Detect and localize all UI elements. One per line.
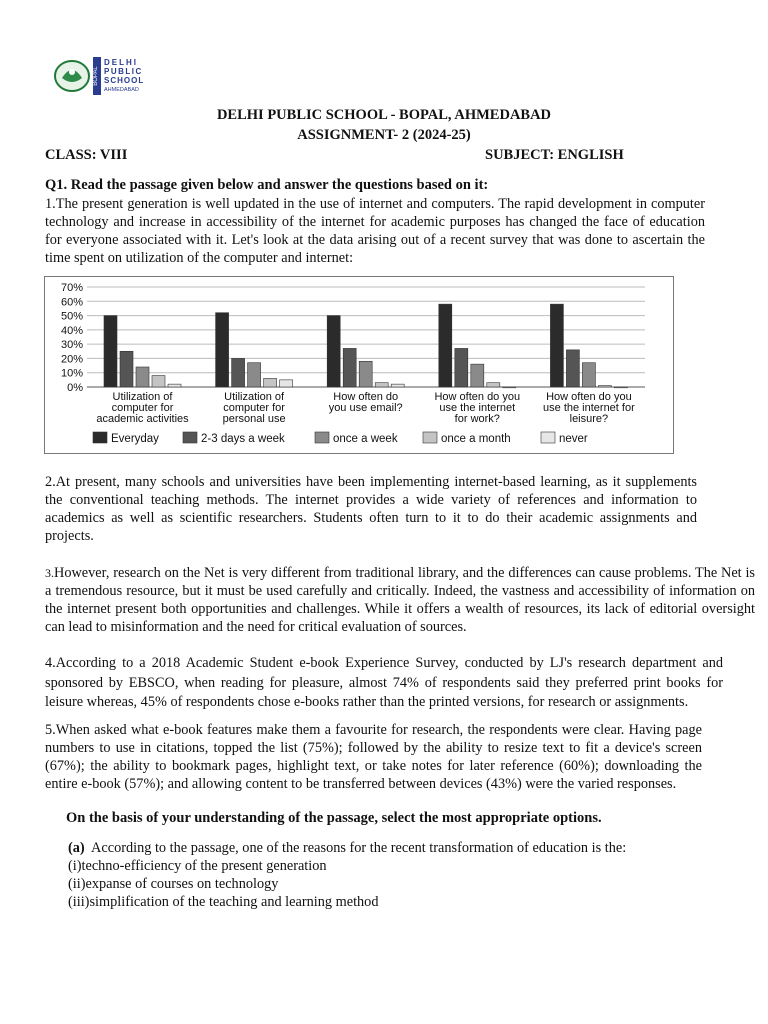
y-tick-label: 70% [60, 282, 83, 294]
school-title: DELHI PUBLIC SCHOOL - BOPAL, AHMEDABAD [216, 107, 552, 123]
logo-line-2: PUBLIC [104, 67, 143, 76]
bar [104, 316, 117, 387]
legend-label: once a week [333, 433, 398, 445]
bar [375, 383, 388, 387]
option-iii-text: simplification of the teaching and learning method [89, 894, 379, 910]
bar [391, 384, 404, 387]
x-category-label: How often do [333, 391, 399, 403]
paragraph-3-text: However, research on the Net is very different from traditional library, and the differences can cause problems. The Net is a tremendous resource, but it must be used carefully and critically. Indeed, the vastness and accessibility of information on the internet present both opportunities and challenges. While it offers a wealth of resources, its lack of editorial oversight can lead to misinformation and the need for critical evaluation of sources. [45, 565, 755, 635]
x-category-label: How often do you [546, 391, 632, 403]
bar [598, 386, 611, 387]
logo-line-4: AHMEDABAD [104, 87, 139, 93]
option-iii[interactable] [68, 894, 378, 911]
x-category-label: Utilization of [224, 391, 285, 403]
logo-side-text: BOPAL [93, 66, 99, 86]
logo-line-1: DELHI [104, 58, 138, 67]
bar [614, 387, 627, 388]
bar [487, 383, 500, 387]
bar [280, 380, 293, 387]
paragraph-3 [45, 564, 755, 636]
x-category-label: you use email? [328, 402, 403, 414]
bar [168, 384, 181, 387]
option-ii-numeral: (ii) [68, 876, 86, 892]
class-label: CLASS: VIII [45, 147, 128, 163]
option-i-text: techno-efficiency of the present generation [81, 858, 327, 874]
bar [439, 304, 452, 387]
x-category-label: Utilization of [112, 391, 173, 403]
assignment-title: ASSIGNMENT- 2 (2024-25) [297, 127, 471, 143]
subject-label: SUBJECT: ENGLISH [485, 147, 624, 163]
bar [248, 363, 261, 387]
y-tick-label: 40% [60, 324, 83, 337]
paragraph-4: 4.According to a 2018 Academic Student e-book Experience Survey, conducted by LJ's research department and sponsored by EBSCO, when reading for pleasure, almost 74% of respondents said they preferred print books for leisure whereas, 45% of respondents chose e-books rather than the printed versions, for research or assignments. [45, 655, 723, 710]
question-title: Q1. Read the passage given below and answer the questions based on it: [45, 177, 489, 193]
bar [327, 316, 340, 387]
x-category-label: computer for [111, 402, 174, 414]
bar [359, 361, 372, 387]
legend-swatch [183, 432, 197, 443]
option-ii[interactable] [68, 876, 278, 893]
y-tick-label: 30% [60, 339, 83, 352]
y-tick-label: 20% [60, 353, 83, 366]
bar [232, 358, 245, 387]
bar [550, 304, 563, 387]
option-i-numeral: (i) [68, 858, 82, 874]
legend-label: once a month [441, 433, 511, 445]
paragraph-2: 2.At present, many schools and universities have been implementing internet-based learning, as it supplements the conventional teaching methods. The internet provides a wide variety of references and information to academics as well as scientific researchers. Students often turn to it to do their academic assignments and projects. [45, 474, 697, 544]
bar [136, 367, 149, 387]
option-iii-numeral: (iii) [68, 894, 90, 910]
x-category-label: academic activities [96, 413, 189, 425]
bar [343, 348, 356, 387]
survey-bar-chart [44, 276, 674, 454]
y-tick-label: 0% [67, 382, 83, 394]
x-category-label: How often do you [434, 391, 521, 403]
bar [455, 348, 468, 387]
bar [471, 364, 484, 387]
x-category-label: use the internet [439, 402, 516, 414]
legend-label: 2-3 days a week [201, 433, 285, 445]
bar [566, 350, 579, 387]
question-a-text: According to the passage, one of the reasons for the recent transformation of education is the: [91, 840, 627, 856]
bar [216, 313, 229, 387]
legend-label: Everyday [111, 433, 159, 445]
bar [152, 376, 165, 387]
y-tick-label: 50% [60, 310, 83, 323]
x-category-label: personal use [222, 413, 286, 425]
y-tick-label: 10% [60, 367, 83, 380]
legend-swatch [93, 432, 107, 443]
legend-swatch [541, 432, 555, 443]
legend-label: never [559, 433, 588, 445]
question-a-label: (a) [68, 840, 85, 856]
option-ii-text: expanse of courses on technology [85, 876, 279, 892]
bar [503, 387, 516, 388]
question-a [68, 840, 626, 857]
x-category-label: leisure? [569, 413, 609, 425]
bar [120, 351, 133, 387]
x-category-label: use the internet for [543, 402, 635, 414]
legend-swatch [315, 432, 329, 443]
paragraph-3-number: 3. [45, 566, 54, 580]
instruction: On the basis of your understanding of the passage, select the most appropriate options. [66, 810, 602, 826]
x-category-label: for work? [454, 413, 500, 425]
school-logo [52, 56, 162, 96]
bar [264, 378, 277, 387]
y-tick-label: 60% [60, 296, 83, 309]
bar [582, 363, 595, 387]
option-i[interactable] [68, 858, 327, 875]
legend-swatch [423, 432, 437, 443]
paragraph-1: 1.The present generation is well updated in the use of internet and computers. The rapid development in computer technology and increase in accessibility of the internet for academic purposes has changed the face of education for everyone associated with it. Let's look at the data arising out of a recent survey that was done to ascertain the time spent on utilization of the computer and internet: [45, 196, 705, 266]
logo-line-3: SCHOOL [104, 76, 145, 85]
paragraph-5: 5.When asked what e-book features make them a favourite for research, the respondents were clear. Having page numbers to use in citations, topped the list (75%); followed by the ability to resize text to fit a device's screen (67%); the ability to bookmark pages, highlight text, or take notes for later reference (60%); downloading the entire e-book (57%); and allowing content to be transferred between devices (43%) were the varied responses. [45, 722, 702, 792]
x-category-label: computer for [223, 402, 285, 414]
